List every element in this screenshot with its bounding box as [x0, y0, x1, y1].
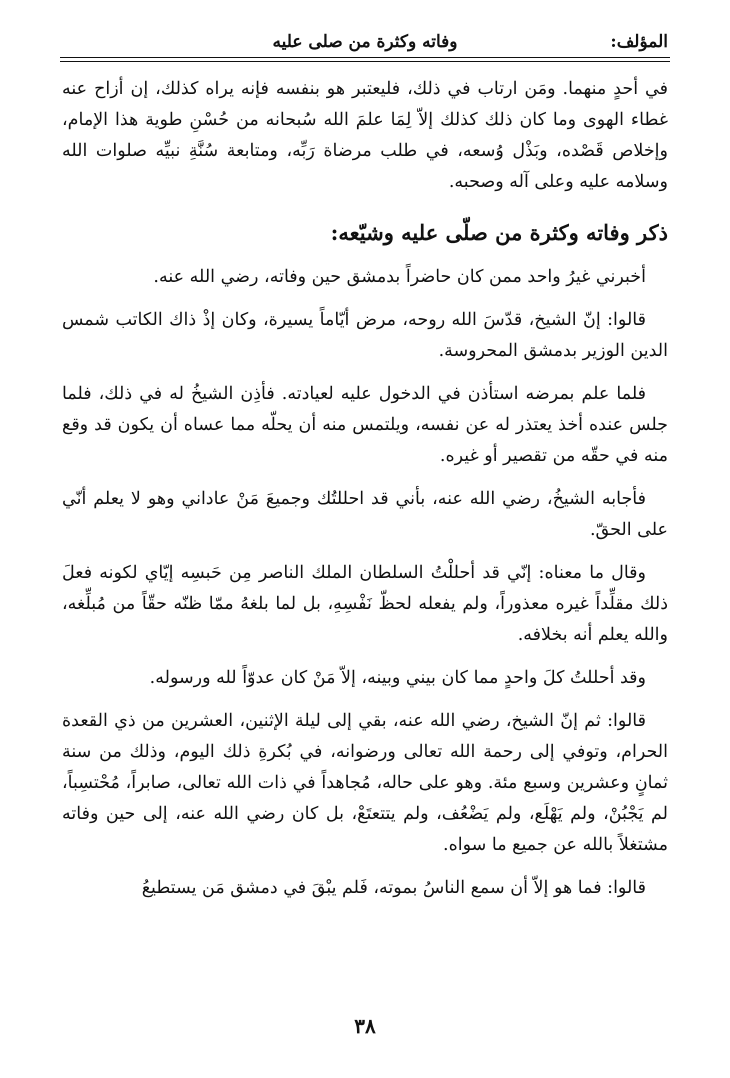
paragraph-4: فلما علم بمرضه استأذن في الدخول عليه لعيادته. فأذِن الشيخُ له في ذلك، فلما جلس عنده أخذ يعتذر له عن نفسه، ويلتمس منه أن يحلّه مما عساه أن يكون قد وقع منه في حقّه من تقصير أو غيره. — [62, 384, 668, 466]
paragraph-7: وقد أحللتُ كلَ واحدٍ مما كان بيني وبينه، إلاّ مَنْ كان عدوّاً لله ورسوله. — [149, 668, 646, 688]
author-label: المؤلف: — [610, 32, 668, 52]
paragraph-5: فأجابه الشيخُ، رضي الله عنه، بأني قد احللتُك وجميعَ مَنْ عاداني وهو لا يعلم أنّي على الحقّ. — [62, 489, 668, 540]
page-number: ٣٨ — [354, 1014, 376, 1038]
paragraph-3: قالوا: إنّ الشيخ، قدّسَ الله روحه، مرض أيّاماً يسيرة، وكان إذْ ذاك الكاتب شمس الدين الوزير بدمشق المحروسة. — [62, 310, 668, 361]
page-body — [62, 74, 668, 916]
running-title: وفاته وكثرة من صلى عليه — [272, 32, 458, 52]
paragraph-8: قالوا: ثم إنّ الشيخ، رضي الله عنه، بقي إلى ليلة الإثنين، العشرين من ذي القعدة الحرام، وتوفي إلى رحمة الله تعالى ورضوانه، في بُكرةِ ذلك اليوم، وذلك من سنة ثمانٍ وعشرين وسبع مئة. وهو على حاله، مُجاهداً في ذات الله تعالى، صابراً، مُحْتسِباً، لم يَجْبُنْ، ولم يَهْلَع، ولم يَضْعُف، ولم يتتعتَعْ، بل كان رضي الله عنه، إلى حين وفاته مشتغلاً بالله عن جميع ما سواه. — [62, 711, 668, 855]
header-rule-thick — [60, 57, 670, 58]
paragraph-9: قالوا: فما هو إلاّ أن سمع الناسُ بموته، فَلم يبْقَ في دمشق مَن يستطيعُ — [141, 878, 646, 898]
paragraph-2: أخبرني غيرُ واحد ممن كان حاضراً بدمشق حين وفاته، رضي الله عنه. — [153, 267, 646, 287]
paragraph-1: في أحدٍ منهما. ومَن ارتاب في ذلك، فليعتبر هو بنفسه فإنه يراه كذلك، إن أزاح عنه غطاء الهوى وما كان ذلك كذلك إلاّ لِمَا علمَ الله سُبحانه من حُسْنِ طوية هذا الإمام، وإخلاص قَصْده، وبَذْل وُسعه، في طلب مرضاة رَبِّه، ومتابعة سُنَّةِ نبيِّه صلوات الله وسلامه عليه وعلى آله وصحبه. — [62, 79, 668, 192]
header-rule-thin — [60, 61, 670, 62]
section-heading: ذكر وفاته وكثرة من صلّى عليه وشيّعه: — [330, 220, 668, 245]
paragraph-6: وقال ما معناه: إنّي قد أحللْتُ السلطان الملك الناصر مِن حَبسِه إيّاي لكونه فعلَ ذلك مقلِّداً غيره معذوراً، ولم يفعله لحظّ نَفْسِهِ، بل لما بلغهُ ممّا ظنّه حقّاً من مُبلِّغه، والله يعلم أنه بخلافه. — [62, 563, 668, 645]
running-header — [62, 30, 668, 56]
